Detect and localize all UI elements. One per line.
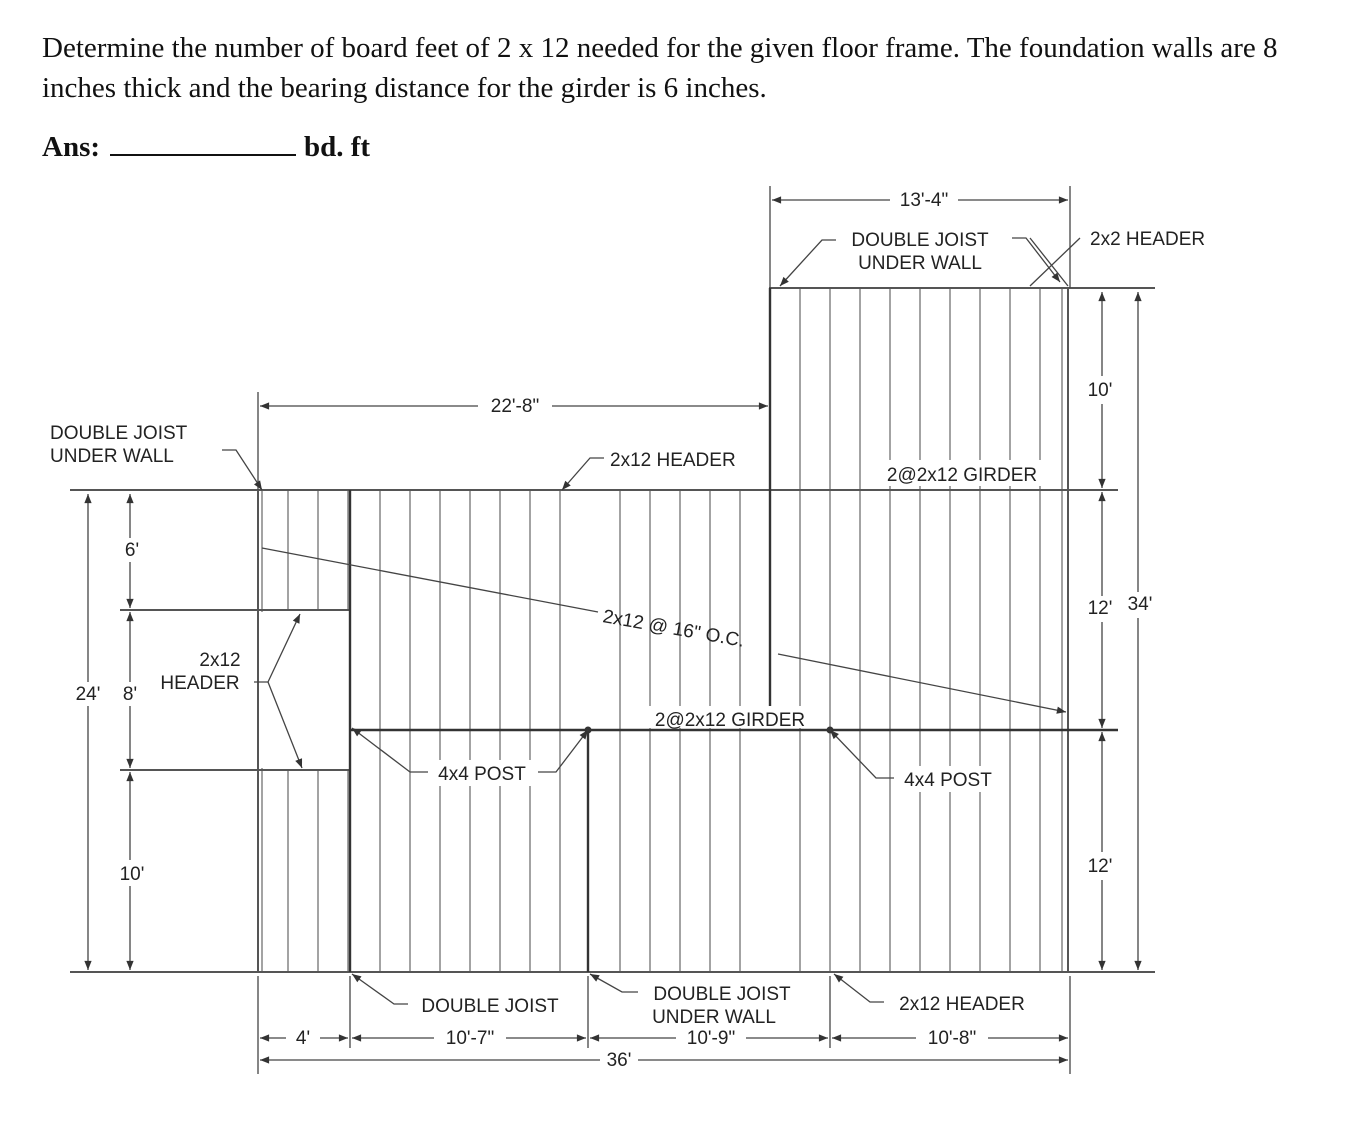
label-girder-upper: 2@2x12 GIRDER <box>886 465 1038 486</box>
dim-left-6: 6' <box>124 540 140 561</box>
question-text: Determine the number of board feet of 2 x 12 needed for the given floor frame. The foundation walls are 8 inches thick and the bearing distance for the girder is 6 inches. <box>42 32 1278 104</box>
label-double-joist-bottom-mid-1: DOUBLE JOIST <box>653 984 791 1005</box>
stair-opening <box>120 490 350 972</box>
label-header-left-1: 2x12 <box>199 650 241 671</box>
dim-top-overall: 13'-4" <box>899 190 949 211</box>
label-header-left-2: HEADER <box>160 673 240 694</box>
dim-bottom-10-8: 10'-8" <box>927 1028 977 1049</box>
label-double-joist-left-2: UNDER WALL <box>50 446 174 467</box>
joist-direction-line <box>262 548 598 612</box>
label-2x12-header-top: 2x12 HEADER <box>610 450 736 471</box>
label-double-joist-bottom-mid-2: UNDER WALL <box>652 1007 776 1028</box>
dim-bottom-10-9: 10'-9" <box>686 1028 736 1049</box>
answer-unit: bd. ft <box>304 131 371 163</box>
dim-right-12a: 12' <box>1087 598 1113 619</box>
answer-label: Ans: <box>42 131 101 163</box>
label-post-right: 4x4 POST <box>904 770 992 791</box>
dim-left-24: 24' <box>75 684 101 705</box>
dim-left-8: 8' <box>122 684 138 705</box>
label-double-joist-top-1: DOUBLE JOIST <box>851 230 989 251</box>
label-double-joist-left-1: DOUBLE JOIST <box>50 423 188 444</box>
dim-right-12b: 12' <box>1087 856 1113 877</box>
label-double-joist-bottom: DOUBLE JOIST <box>421 996 559 1017</box>
label-joist-spacing: 2x12 @ 16" O.C. <box>601 606 746 652</box>
label-double-joist-top-2: UNDER WALL <box>858 253 982 274</box>
dim-right-34: 34' <box>1127 594 1153 615</box>
label-girder-lower: 2@2x12 GIRDER <box>654 710 806 731</box>
label-2x12-header-bottom: 2x12 HEADER <box>899 994 1025 1015</box>
dim-bottom-10-7: 10'-7" <box>445 1028 495 1049</box>
dim-bottom-36: 36' <box>606 1050 632 1071</box>
label-2x2-header: 2x2 HEADER <box>1090 229 1206 250</box>
dim-bottom-4: 4' <box>295 1028 311 1049</box>
dim-right-10: 10' <box>1087 380 1113 401</box>
joist-direction-arrow <box>778 654 1066 712</box>
label-post-left: 4x4 POST <box>438 764 526 785</box>
dim-upper-width: 22'-8" <box>490 396 540 417</box>
dim-left-10: 10' <box>119 864 145 885</box>
foundation-outline <box>70 288 1155 972</box>
